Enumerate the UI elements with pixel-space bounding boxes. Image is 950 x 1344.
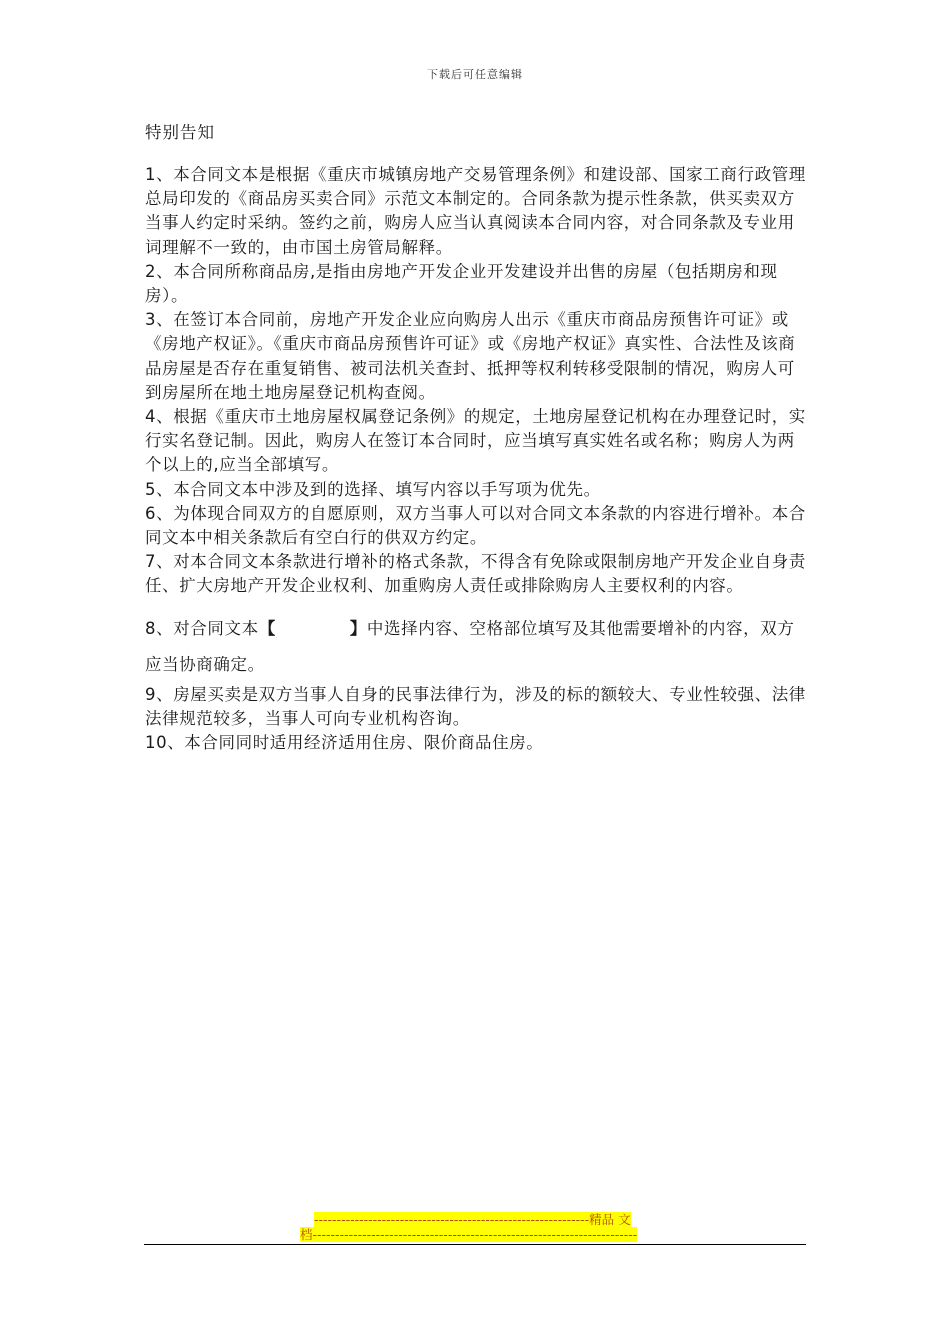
clause-5: 5、本合同文本中涉及到的选择、填写内容以手写项为优先。 (145, 479, 601, 499)
footer-line-1 (300, 1212, 645, 1227)
clause-6: 6、为体现合同双方的自愿原则，双方当事人可以对合同文本条款的内容进行增补。本合同文本中相关条款后有空白行的供双方约定。 (145, 503, 806, 548)
clause-4: 4、根据《重庆市土地房屋权属登记条例》的规定，土地房屋登记机构在办理登记时，实行实名登记制。因此，购房人在签订本合同时，应当填写真实姓名或名称；购房人为两个以上的,应当全部填写。 (145, 407, 806, 475)
clause-9: 9、房屋买卖是双方当事人自身的民事法律行为，涉及的标的额较大、专业性较强、法律法律规范较多，当事人可向专业机构咨询。 (145, 684, 806, 728)
bracket-close: 】 (349, 618, 367, 638)
footer-watermark (300, 1212, 645, 1242)
clause-3: 3、在签订本合同前，房地产开发企业应向购房人出示《重庆市商品房预售许可证》或《房地产权证》。《重庆市商品房预售许可证》或《房地产权证》真实性、合法性及该商品房屋是否存在重复销售、被司法机关查封、抵押等权利转移受限制的情况，购房人可到房屋所在地土地房屋登记机构查阅。 (145, 310, 796, 402)
clause-2: 2、本合同所称商品房,是指由房地产开发企业开发建设并出售的房屋（包括期房和现房）。 (145, 261, 778, 306)
footer-line-2-text: 档------------------------------------------------------------------------ (300, 1227, 638, 1242)
clause-10: 10、本合同同时适用经济适用住房、限价商品住房。 (145, 733, 544, 753)
document-body (145, 163, 810, 755)
footer-line-1-text: -------------------------------------------------------------精品 文 (314, 1212, 631, 1227)
bracket-open: 【 (258, 618, 276, 638)
clause-8-prefix: 8、对合同文本 (145, 618, 259, 638)
clause-7: 7、对本合同文本条款进行增补的格式条款，不得含有免除或限制房地产开发企业自身责任、扩大房地产开发企业权利、加重购房人责任或排除购房人主要权利的内容。 (145, 552, 806, 596)
clause-8 (145, 611, 810, 683)
page-header: 下载后可任意编辑 (427, 68, 523, 81)
footer-line-2 (300, 1227, 645, 1242)
footer-rule (144, 1244, 806, 1245)
clause-8-suffix: 中选择内容、空格部位填写及其他需要增补的内容，双方应当协商确定。 (145, 618, 795, 674)
document-title: 特别告知 (145, 123, 215, 142)
clause-1: 1、本合同文本是根据《重庆市城镇房地产交易管理条例》和建设部、国家工商行政管理总局印发的《商品房买卖合同》示范文本制定的。合同条款为提示性条款，供买卖双方当事人约定时采纳。签约之前，购房人应当认真阅读本合同内容，对合同条款及专业用词理解不一致的，由市国土房管局解释。 (145, 165, 806, 257)
